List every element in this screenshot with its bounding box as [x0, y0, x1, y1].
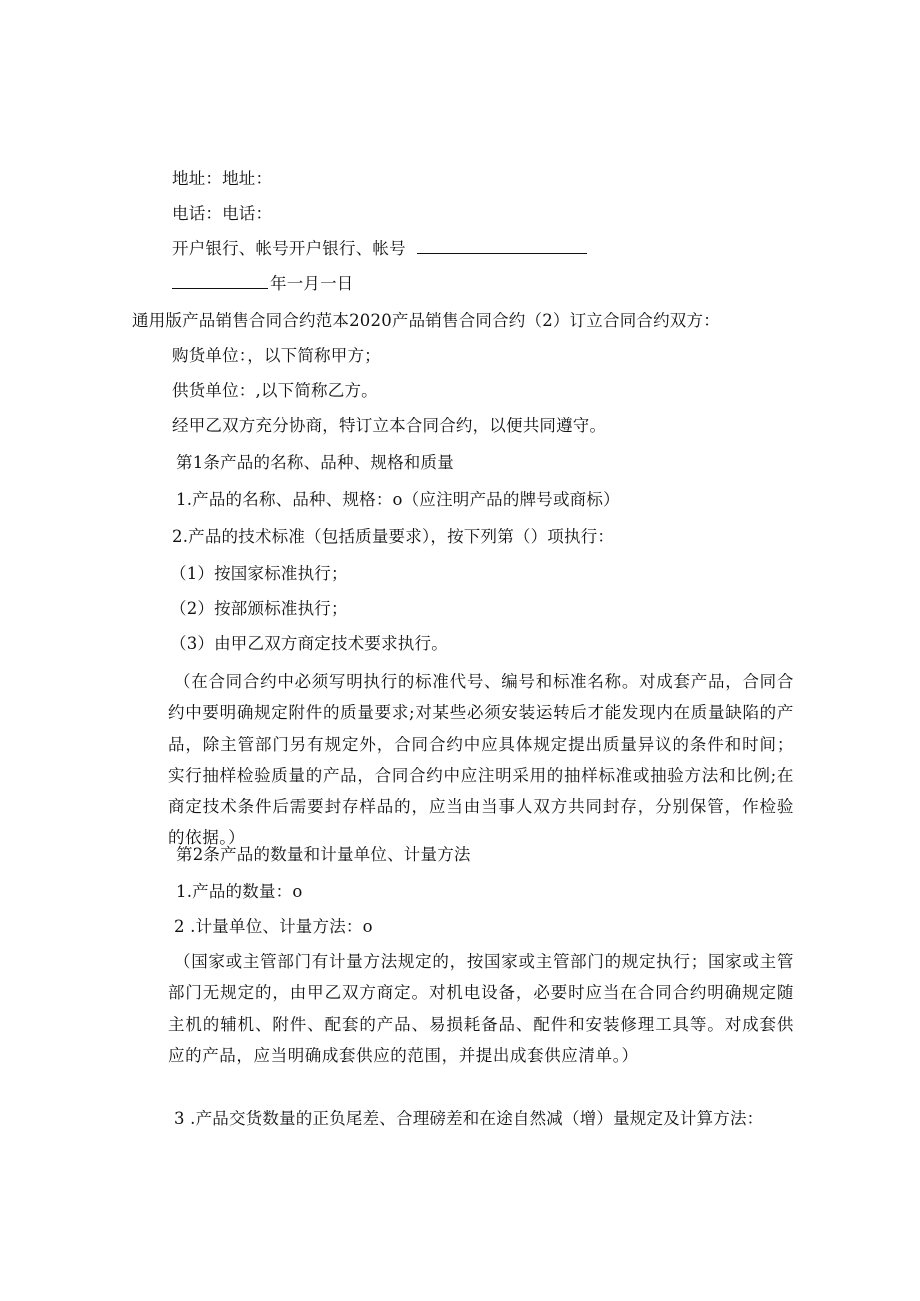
article2-item2: 2 .计量单位、计量方法：o [174, 917, 373, 936]
article1-option2: （2）按部颁标准执行； [170, 599, 348, 618]
seller-line: 供货单位：,以下简称乙方。 [172, 381, 378, 400]
agreement-line: 经甲乙双方充分协商，特订立本合同合约，以便共同遵守。 [172, 416, 607, 435]
date-line [172, 272, 354, 296]
contract-title-line: 通用版产品销售合同合约范本2020产品销售合同合约（2）订立合同合约双方： [132, 311, 720, 330]
article2-item1: 1.产品的数量：o [176, 882, 303, 901]
bank-account-line [172, 237, 587, 261]
article2-heading: 第2条产品的数量和计量单位、计量方法 [176, 845, 471, 864]
phone-line: 电话：电话： [172, 204, 273, 223]
article1-item1: 1.产品的名称、品种、规格：o（应注明产品的牌号或商标） [176, 490, 620, 509]
year-blank [172, 272, 268, 289]
article1-note: （在合同合约中必须写明执行的标准代号、编号和标准名称。对成套产品，合同合约中要明确规定附件的质量要求;对某些必须安装运转后才能发现内在质量缺陷的产品，除主管部门另有规定外，合同合约中应具体规定提出质量异议的条件和时间；实行抽样检验质量的产品，合同合约中应注明采用的抽样标准或抽验方法和比例;在商定技术条件后需要封存样品的，应当由当事人双方共同封存，分别保管，作检验的依据。） [168, 672, 794, 848]
bank-account-label: 开户银行、帐号开户银行、帐号 [172, 239, 406, 258]
article2-item3: 3 .产品交货数量的正负尾差、合理磅差和在途自然减（增）量规定及计算方法： [174, 1109, 764, 1128]
address-line: 地址：地址： [172, 169, 273, 188]
bank-account-blank [417, 237, 587, 254]
article1-item2: 2.产品的技术标准（包括质量要求），按下列第（）项执行： [172, 527, 615, 546]
article1-heading: 第1条产品的名称、品种、规格和质量 [176, 453, 454, 472]
article1-option1: （1）按国家标准执行； [170, 564, 348, 583]
article2-note: （国家或主管部门有计量方法规定的，按国家或主管部门的规定执行；国家或主管部门无规定的，由甲乙双方商定。对机电设备，必要时应当在合同合约明确规定随主机的辅机、附件、配套的产品、易损耗备品、配件和安装修理工具等。对成套供应的产品，应当明确成套供应的范围，并提出成套供应清单。） [168, 952, 794, 1065]
article1-option3: （3）由甲乙双方商定技术要求执行。 [170, 634, 448, 653]
date-label: 年一月一日 [270, 274, 354, 293]
buyer-line: 购货单位：，以下简称甲方； [172, 346, 381, 365]
